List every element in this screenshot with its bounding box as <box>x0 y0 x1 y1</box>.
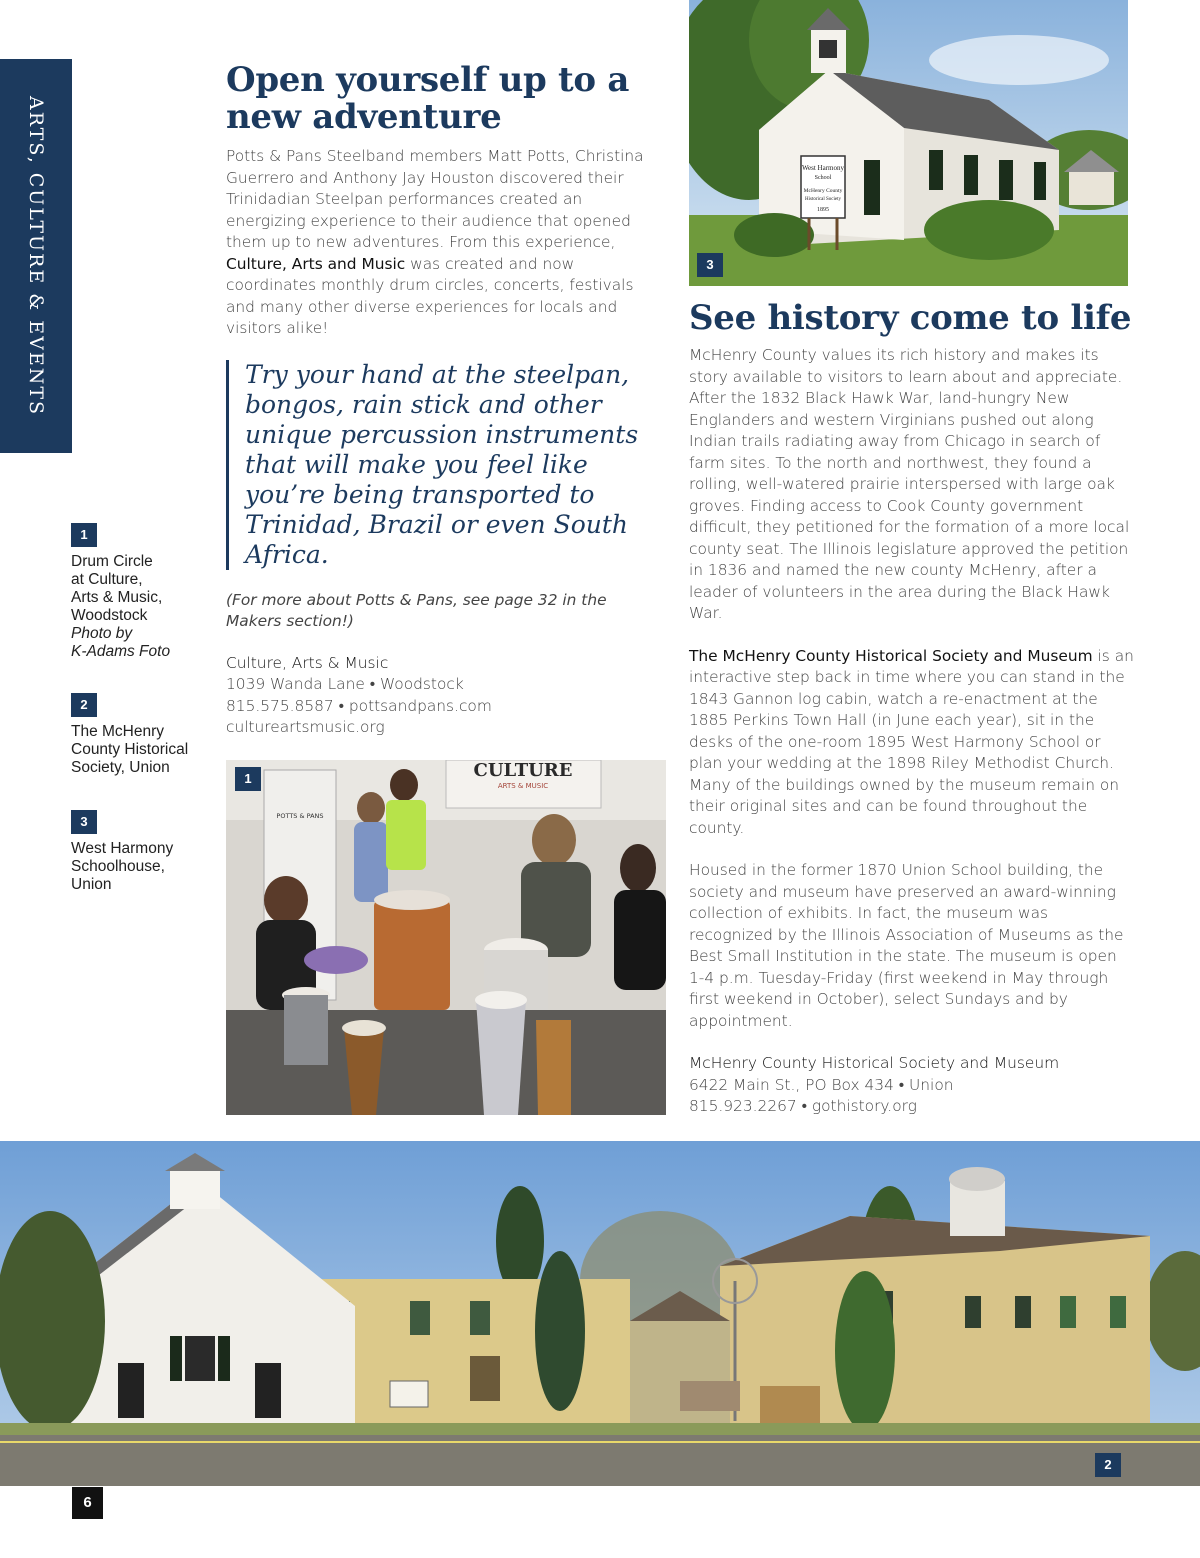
photo-number: 2 <box>1095 1453 1121 1477</box>
org-name: Culture, Arts and Music <box>226 254 406 273</box>
museum-name: The McHenry County Historical Society and Museum <box>689 646 1093 665</box>
banner-title: CULTURE <box>473 760 573 781</box>
article-paragraph: McHenry County values its rich history and makes its story available to visitors to learn about and appreciate. After the 1832 Black Hawk War, land-hungry New Englanders and western Virginians pushed out along Indian trails radiating away from Chicago in search of farm sites. To the north and northwest, they found a rolling, well-watered prairie interspersed with large oak groves. Finding access to Cook County government difficult, they petitioned for the formation of a more local county seat. The Illinois legislature approved the petition in 1836 and named the new county McHenry, after a leader of volunteers in the area during the Black Hawk War. <box>689 346 1130 622</box>
caption-number: 1 <box>71 523 97 547</box>
caption-credit: Photo by <box>71 625 133 642</box>
article-paragraph: Housed in the former 1870 Union School building, the society and museum have preserved an award-winning collection of exhibits. In fact, the museum was recognized by the Illinois Association of Museums as the Best Small Institution in the state. The museum is open 1-4 p.m. Tuesday-Friday (first weekend in May through first weekend in October), select Sundays and by appointment. <box>689 861 1124 1030</box>
pull-quote: Try your hand at the steelpan, bongos, rain stick and other unique percussion instruments that will make you feel like you’re being transported to Trinidad, Brazil or even South Africa. <box>226 360 666 570</box>
contact-name: McHenry County Historical Society and Museum <box>689 1054 1060 1072</box>
sign-line: McHenry County <box>803 188 843 194</box>
schoolhouse-photo <box>689 0 1128 286</box>
sign-line: West Harmony <box>801 164 845 172</box>
caption-line: West Harmony <box>71 840 174 857</box>
photo-number: 1 <box>235 767 261 791</box>
caption-line: Woodstock <box>71 607 148 624</box>
caption-line: The McHenry <box>71 723 165 740</box>
caption-3 <box>71 810 206 894</box>
section-tab-label: ARTS, CULTURE & EVENTS <box>25 95 47 417</box>
caption-line: County Historical <box>71 741 189 758</box>
page-number: 6 <box>72 1487 103 1519</box>
caption-line: Schoolhouse, <box>71 858 165 875</box>
poster-title: POTTS & PANS <box>276 812 324 820</box>
contact-phone-web: 815.575.8587 • pottsandpans.com <box>226 696 492 715</box>
sign-line: 1895 <box>817 207 829 213</box>
banner-subtitle: ARTS & MUSIC <box>497 782 549 790</box>
caption-2 <box>71 693 206 777</box>
article-headline: Open yourself up to a new adventure <box>226 60 630 137</box>
drum-circle-photo <box>226 760 666 1115</box>
caption-line: Union <box>71 876 112 893</box>
caption-line: Arts & Music, <box>71 589 163 606</box>
caption-1 <box>71 523 206 661</box>
sign-line: Historical Society <box>805 197 841 202</box>
contact-web: cultureartsmusic.org <box>226 718 385 736</box>
contact-block <box>226 653 666 739</box>
article-paragraph <box>689 646 1134 840</box>
paragraph-text: is an interactive step back in time where you can stand in the 1843 Gannon log cabin, watch a re-enactment at the 1885 Perkins Town Hall (in June each year), sit in the desks of the one-room 1895 West Harmony School or plan your wedding at the 1898 Riley Methodist Church. Many of the buildings owned by the museum remain on their original sites and can be found throughout the county. <box>689 646 1134 837</box>
contact-address: 6422 Main St., PO Box 434 • Union <box>689 1075 954 1094</box>
photo-number: 3 <box>697 253 723 277</box>
sign-line: School <box>814 175 832 181</box>
section-tab <box>0 59 72 453</box>
contact-name: Culture, Arts & Music <box>226 653 389 672</box>
caption-line: Society, Union <box>71 759 170 776</box>
caption-line: at Culture, <box>71 571 143 588</box>
intro-end: was created and now coordinates monthly drum circles, concerts, festivals and many other diverse experiences for locals and visitors alike! <box>226 254 634 337</box>
contact-address: 1039 Wanda Lane • Woodstock <box>226 675 464 693</box>
contact-block <box>689 1053 1134 1118</box>
article-adventure <box>226 62 666 739</box>
article-history <box>689 300 1134 1118</box>
historical-society-photo <box>0 1141 1200 1486</box>
caption-number: 2 <box>71 693 97 717</box>
caption-credit: K-Adams Foto <box>71 643 171 660</box>
contact-phone-web: 815.923.2267 • gothistory.org <box>689 1097 917 1115</box>
caption-line: Drum Circle <box>71 553 153 570</box>
intro-text: Potts & Pans Steelband members Matt Potts, Christina Guerrero and Anthony Jay Houston discovered their Trinidadian Steelpan performances created an energizing experience to their audience that opened them up to new adventures. From this experience, <box>226 147 644 251</box>
article-headline: See history come to life <box>689 298 1132 338</box>
cross-reference-note: (For more about Potts & Pans, see page 32 in the Makers section!) <box>226 590 607 630</box>
article-intro <box>226 146 666 340</box>
caption-number: 3 <box>71 810 97 834</box>
